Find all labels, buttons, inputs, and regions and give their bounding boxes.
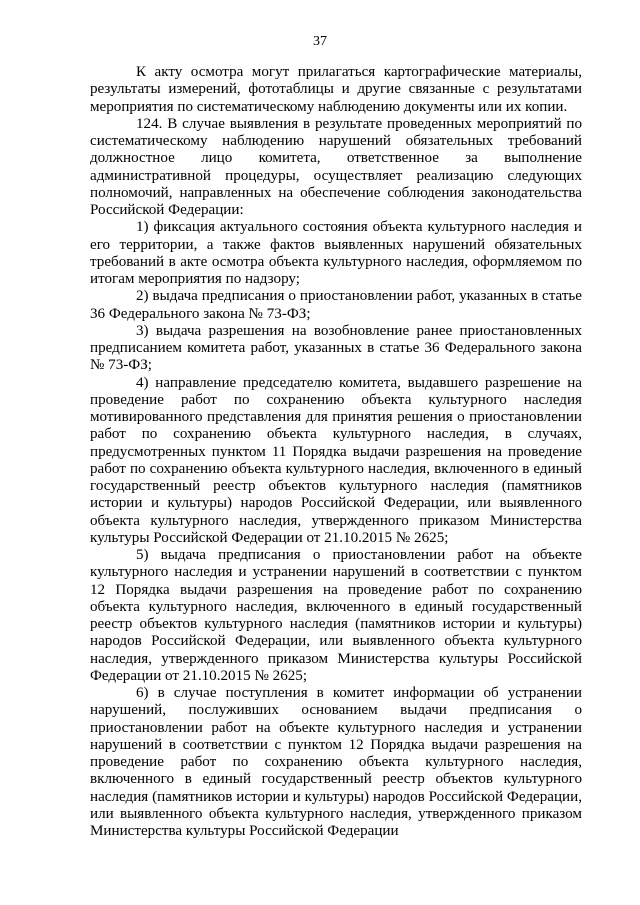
paragraph-attachments: К акту осмотра могут прилагаться картографические материалы, результаты измерений, фототаблицы и другие связанные с результатами мероприятия по систематическому наблюдению документы или их копии. xyxy=(90,64,582,115)
paragraph-124: 124. В случае выявления в результате проведенных мероприятий по систематическому наблюдению нарушений обязательных требований должностное лицо комитета, ответственное за выполнение административной процедуры, осуществляет реализацию следующих полномочий, направленных на обеспечение соблюдения законодательства Российской Федерации: xyxy=(90,115,582,218)
list-item-2: 2) выдача предписания о приостановлении работ, указанных в статье 36 Федерального закона № 73-ФЗ; xyxy=(90,288,582,322)
list-item-3: 3) выдача разрешения на возобновление ранее приостановленных предписанием комитета работ, указанных в статье 36 Федерального закона № 73-ФЗ; xyxy=(90,322,582,374)
page-number: 37 xyxy=(313,34,327,49)
list-item-4: 4) направление председателю комитета, выдавшего разрешение на проведение работ по сохранению объекта культурного наследия мотивированного представления для принятия решения о приостановлении работ по сохранению объекта культурного наследия, в случаях, предусмотренных пунктом 11 Порядка выдачи разрешения на проведение работ по сохранению объекта культурного наследия, включенного в единый государственный реестр объектов культурного наследия (памятников истории и культуры) народов Российской Федерации, или выявленного объекта культурного наследия, утвержденного приказом Министерства культуры Российской Федерации от 21.10.2015 № 2625; xyxy=(90,374,582,546)
list-item-1: 1) фиксация актуального состояния объекта культурного наследия и его территории, а также фактов выявленных нарушений обязательных требований в акте осмотра объекта культурного наследия, оформляемом по итогам мероприятия по надзору; xyxy=(90,219,582,287)
document-body xyxy=(90,64,582,840)
list-item-6: 6) в случае поступления в комитет информации об устранении нарушений, послуживших основанием выдачи предписания о приостановлении работ на объекте культурного наследия и устранении нарушений в соответствии с пунктом 12 Порядка выдачи разрешения на проведение работ по сохранению объекта культурного наследия, включенного в единый государственный реестр объектов культурного наследия (памятников истории и культуры) народов Российской Федерации, или выявленного объекта культурного наследия, утвержденного приказом Министерства культуры Российской Федерации xyxy=(90,685,582,839)
list-item-5: 5) выдача предписания о приостановлении работ на объекте культурного наследия и устранении нарушений в соответствии с пунктом 12 Порядка выдачи разрешения на проведение работ по сохранению объекта культурного наследия, включенного в единый государственный реестр объектов культурного наследия (памятников истории и культуры) народов Российской Федерации, или выявленного объекта культурного наследия, утвержденного приказом Министерства культуры Российской Федерации от 21.10.2015 № 2625; xyxy=(90,547,582,684)
